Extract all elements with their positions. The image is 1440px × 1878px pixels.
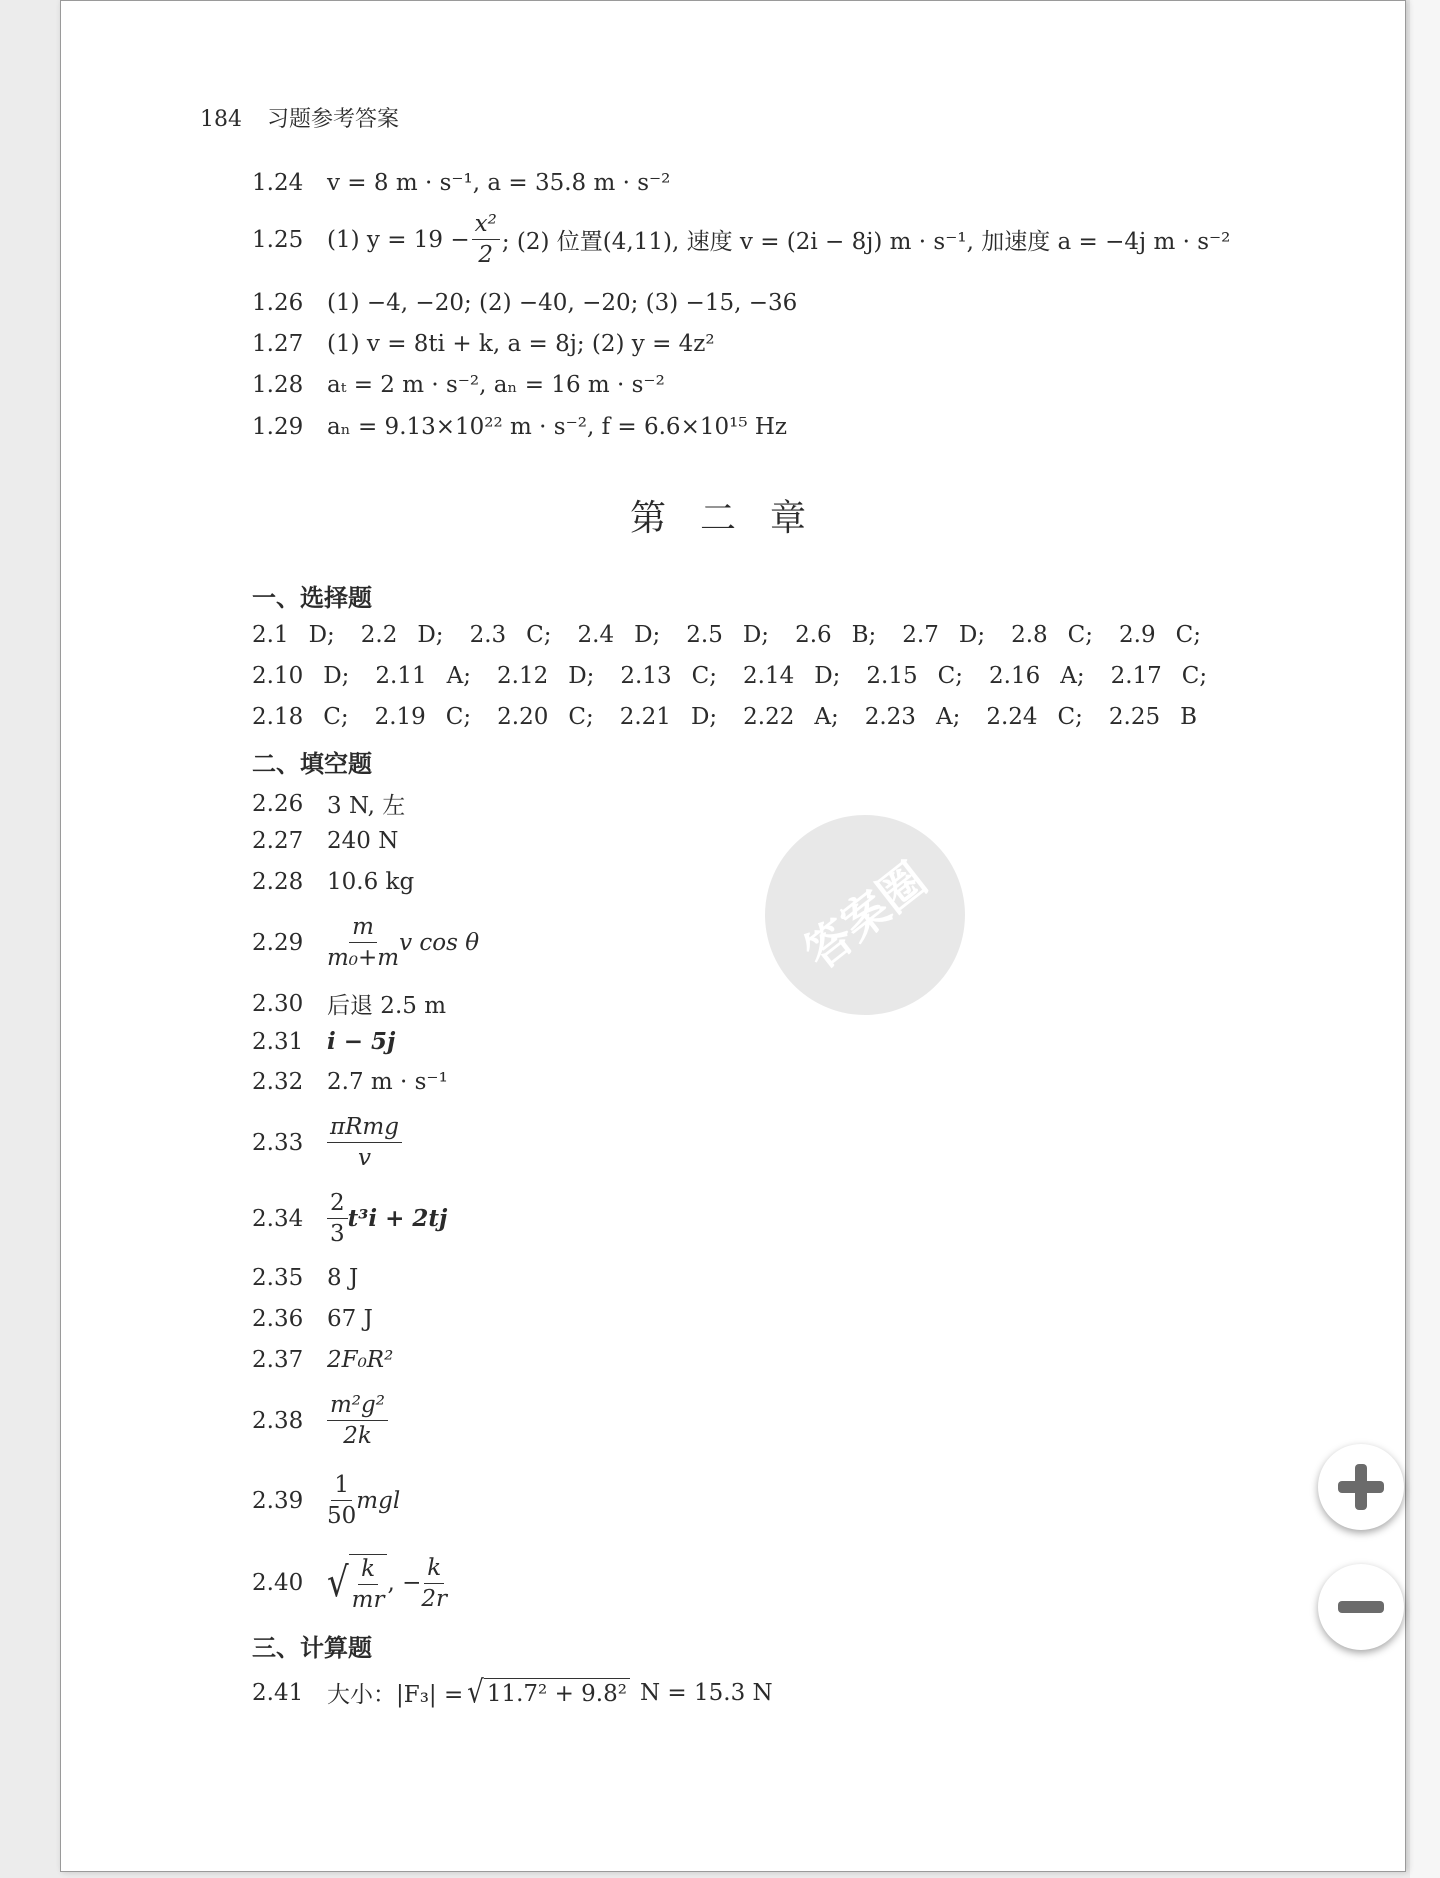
choice-question-number: 2.2 — [360, 622, 398, 648]
choice-answer-item — [795, 622, 876, 648]
answer-number: 2.30 — [252, 990, 304, 1017]
choice-answer-letter: C; — [691, 663, 717, 689]
answer-2-34 — [252, 1191, 447, 1246]
answer-number: 2.40 — [252, 1570, 304, 1597]
svg-text:答案圈: 答案圈 — [794, 852, 937, 980]
choice-answer-letter: A; — [935, 704, 961, 730]
answer-1-27 — [252, 331, 715, 357]
answer-number: 2.31 — [252, 1028, 304, 1055]
answer-text: aₜ = 2 m · s⁻², aₙ = 16 m · s⁻² — [327, 372, 665, 398]
choice-answer-item — [743, 663, 840, 689]
choice-question-number: 2.25 — [1108, 704, 1161, 730]
choice-question-number: 2.19 — [374, 704, 426, 730]
section-heading-calc: 三、计算题 — [252, 1634, 372, 1662]
answer-number: 1.25 — [252, 226, 304, 253]
answer-1-29 — [252, 414, 787, 440]
fraction — [327, 1473, 356, 1528]
choice-question-number: 2.24 — [986, 704, 1038, 730]
answer-text: ; (2) 位置(4,11), 速度 v = (2i − 8j) m · s⁻¹, 加速度 a = −4j m · s⁻² — [501, 229, 1231, 256]
choice-answer-letter: C; — [1175, 622, 1201, 648]
answer-text: N = 15.3 N — [639, 1679, 773, 1706]
fraction — [327, 1191, 348, 1246]
choice-question-number: 2.16 — [989, 663, 1041, 689]
answer-text: mgl — [356, 1487, 401, 1514]
radicand: 11.7² + 9.8² — [484, 1678, 630, 1707]
answer-text: t³i + 2tj — [347, 1205, 448, 1233]
choice-answer-letter: D; — [958, 622, 986, 648]
choice-answer-letter: D; — [417, 622, 444, 648]
answer-number: 2.34 — [252, 1205, 304, 1232]
answer-text: 67 J — [327, 1306, 373, 1332]
choice-question-number: 2.4 — [577, 622, 615, 648]
section-heading-fill: 二、填空题 — [252, 750, 372, 778]
fraction — [327, 1115, 402, 1170]
answer-number: 1.28 — [252, 372, 304, 398]
choice-answer-item — [620, 663, 717, 689]
choice-question-number: 2.13 — [620, 663, 672, 689]
choice-answer-item — [375, 704, 472, 730]
answer-2-39 — [252, 1473, 400, 1528]
answer-number: 1.27 — [252, 331, 304, 357]
answer-number: 2.27 — [252, 828, 304, 854]
choice-answer-item — [1011, 622, 1093, 648]
choice-question-number: 2.12 — [497, 663, 549, 689]
numerator: m²g² — [327, 1393, 388, 1421]
answer-text: 2F₀R² — [327, 1347, 394, 1373]
choice-answer-item — [743, 704, 839, 730]
choice-row-2 — [252, 663, 1233, 689]
answer-2-26 — [252, 787, 405, 820]
answer-number: 2.39 — [252, 1487, 304, 1514]
answer-text: 8 J — [327, 1265, 359, 1291]
answer-1-28 — [252, 372, 665, 398]
denominator: 50 — [327, 1503, 357, 1530]
numerator: 1 — [331, 1473, 352, 1501]
choice-question-number: 2.9 — [1119, 622, 1156, 648]
choice-answer-item — [1119, 622, 1201, 648]
choice-answer-letter: D; — [690, 704, 718, 730]
answer-text: (1) y = 19 − — [327, 226, 470, 253]
choice-answer-item — [902, 622, 985, 648]
answer-text: v = 8 m · s⁻¹, a = 35.8 m · s⁻² — [327, 170, 671, 196]
choice-answer-item — [1109, 704, 1197, 730]
choice-question-number: 2.14 — [743, 663, 795, 689]
choice-row-1 — [252, 622, 1227, 648]
choice-answer-letter: C; — [568, 704, 594, 730]
answer-text: 3 N, 左 — [327, 793, 406, 819]
answer-number: 2.37 — [252, 1347, 304, 1373]
answer-2-38 — [252, 1393, 388, 1448]
choice-answer-letter: D; — [814, 663, 841, 689]
answer-2-31 — [252, 1028, 395, 1055]
answer-text: 后退 2.5 m — [327, 993, 447, 1019]
choice-answer-letter: C; — [445, 704, 472, 730]
choice-question-number: 2.6 — [795, 622, 832, 648]
numerator: 2 — [327, 1191, 348, 1219]
answer-text: , − — [387, 1570, 422, 1597]
fraction — [421, 1556, 447, 1611]
answer-text: 大小：|F₃| = — [327, 1682, 464, 1708]
choice-question-number: 2.1 — [252, 622, 289, 648]
zoom-in-button[interactable] — [1318, 1444, 1404, 1530]
choice-answer-letter: A; — [1060, 663, 1085, 689]
answer-number: 2.38 — [252, 1407, 304, 1434]
square-root — [467, 1674, 630, 1711]
answer-1-26 — [252, 290, 797, 316]
radical-sign: √ — [467, 1674, 484, 1711]
answer-text: (1) v = 8ti + k, a = 8j; (2) y = 4z² — [327, 331, 715, 357]
answer-number: 2.28 — [252, 869, 304, 895]
answer-2-41 — [252, 1676, 773, 1709]
answer-number: 2.32 — [252, 1069, 304, 1095]
choice-answer-item — [620, 704, 717, 730]
choice-question-number: 2.7 — [902, 622, 939, 648]
page-header-title: 习题参考答案 — [267, 107, 400, 132]
answer-2-37 — [252, 1347, 393, 1373]
answer-text: i − 5j — [327, 1028, 396, 1055]
choice-answer-letter: D; — [568, 663, 595, 689]
choice-answer-item — [497, 704, 594, 730]
section-heading-choice: 一、选择题 — [252, 584, 372, 612]
choice-answer-letter: B; — [851, 622, 877, 648]
choice-answer-item — [686, 622, 769, 648]
choice-answer-item — [1111, 663, 1208, 689]
answer-number: 1.29 — [252, 414, 304, 440]
choice-answer-letter: C; — [323, 704, 349, 730]
choice-answer-item — [252, 622, 335, 648]
answer-text: (1) −4, −20; (2) −40, −20; (3) −15, −36 — [327, 290, 798, 316]
square-root — [327, 1554, 387, 1612]
denominator: 2r — [421, 1585, 448, 1612]
choice-answer-letter: C; — [1181, 663, 1208, 689]
choice-answer-item — [866, 663, 963, 689]
choice-answer-letter: A; — [446, 663, 471, 689]
denominator: 2k — [343, 1423, 372, 1450]
answer-2-30 — [252, 987, 446, 1020]
choice-question-number: 2.15 — [866, 663, 918, 689]
fraction — [352, 1557, 385, 1612]
choice-answer-letter: C; — [526, 622, 552, 648]
choice-question-number: 2.22 — [743, 704, 795, 730]
answer-1-24 — [252, 170, 670, 196]
answer-text: aₙ = 9.13×10²² m · s⁻², f = 6.6×10¹⁵ Hz — [327, 414, 788, 440]
answer-2-35 — [252, 1265, 358, 1291]
numerator: k — [424, 1556, 444, 1584]
choice-answer-letter: C; — [1057, 704, 1083, 730]
page-number: 184 — [200, 107, 242, 132]
choice-answer-item — [252, 663, 349, 689]
numerator: k — [358, 1557, 378, 1585]
answer-text: 10.6 kg — [327, 869, 415, 895]
choice-answer-item — [986, 704, 1083, 730]
choice-answer-letter: D; — [308, 622, 335, 648]
choice-question-number: 2.10 — [252, 663, 304, 689]
denominator: v — [357, 1145, 371, 1172]
choice-question-number: 2.21 — [619, 704, 671, 730]
answer-1-25 — [252, 212, 1230, 267]
denominator: 3 — [330, 1221, 345, 1248]
choice-question-number: 2.5 — [686, 622, 723, 648]
radical-sign: √ — [327, 1559, 349, 1608]
choice-answer-letter: D; — [323, 663, 350, 689]
choice-answer-letter: B — [1180, 704, 1198, 730]
zoom-out-button[interactable] — [1318, 1564, 1404, 1650]
numerator: m — [349, 915, 377, 943]
answer-number: 2.33 — [252, 1129, 304, 1156]
choice-question-number: 2.11 — [375, 663, 427, 689]
minus-icon — [1333, 1579, 1389, 1635]
answer-number: 2.35 — [252, 1265, 304, 1291]
denominator: mr — [351, 1587, 385, 1614]
choice-answer-item — [361, 622, 444, 648]
fraction — [327, 915, 399, 970]
viewer-background-edge — [1410, 0, 1440, 1878]
choice-answer-item — [989, 663, 1085, 689]
answer-number: 1.24 — [252, 170, 304, 196]
answer-2-40 — [252, 1554, 447, 1612]
plus-icon — [1333, 1459, 1389, 1515]
numerator: x² — [472, 212, 500, 240]
choice-answer-item — [252, 704, 349, 730]
answer-2-29 — [252, 915, 479, 970]
answer-2-36 — [252, 1306, 373, 1332]
numerator: πRmg — [327, 1115, 402, 1143]
choice-answer-letter: A; — [814, 704, 839, 730]
answer-2-28 — [252, 869, 414, 895]
denominator: 2 — [478, 242, 494, 269]
choice-question-number: 2.20 — [497, 704, 549, 730]
answer-2-27 — [252, 828, 398, 854]
choice-question-number: 2.8 — [1011, 622, 1048, 648]
choice-answer-letter: D; — [634, 622, 661, 648]
choice-answer-item — [578, 622, 661, 648]
fraction — [327, 1393, 388, 1448]
chapter-title: 第二章 — [630, 498, 841, 539]
answer-number: 2.26 — [252, 790, 304, 817]
answer-number: 1.26 — [252, 290, 304, 316]
answer-2-32 — [252, 1069, 448, 1095]
choice-answer-letter: C; — [937, 663, 963, 689]
choice-answer-letter: C; — [1067, 622, 1094, 648]
answer-text: 2.7 m · s⁻¹ — [327, 1069, 448, 1095]
choice-question-number: 2.23 — [864, 704, 916, 730]
choice-row-3 — [252, 704, 1223, 730]
choice-question-number: 2.18 — [252, 704, 304, 730]
choice-answer-item — [497, 663, 594, 689]
answer-number: 2.29 — [252, 929, 304, 956]
choice-question-number: 2.3 — [469, 622, 507, 648]
choice-answer-item — [865, 704, 961, 730]
answer-number: 2.36 — [252, 1306, 304, 1332]
answer-text: 240 N — [327, 828, 399, 854]
choice-answer-item — [375, 663, 471, 689]
choice-answer-item — [470, 622, 552, 648]
page-header — [200, 102, 399, 133]
answer-2-33 — [252, 1115, 402, 1170]
answer-text: v cos θ — [399, 929, 480, 956]
choice-answer-letter: D; — [742, 622, 770, 648]
denominator: m₀+m — [327, 945, 400, 972]
fraction — [472, 212, 500, 267]
answer-number: 2.41 — [252, 1679, 304, 1706]
choice-question-number: 2.17 — [1110, 663, 1162, 689]
